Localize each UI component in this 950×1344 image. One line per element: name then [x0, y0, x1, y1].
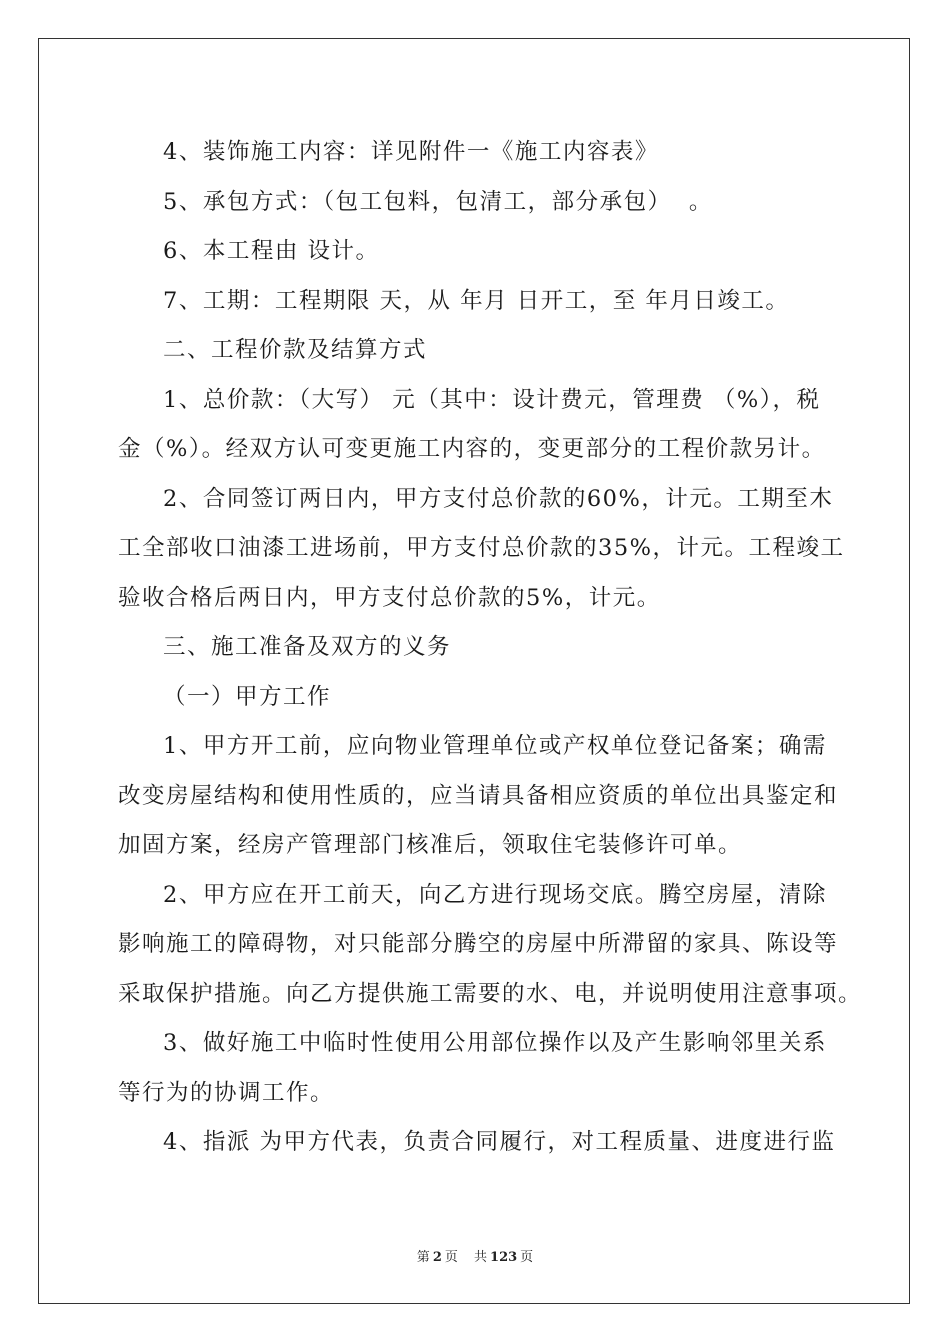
total-prefix: 共 [474, 1250, 488, 1265]
paragraph-line: 7、工期：工程期限 天，从 年月 日开工，至 年月日竣工。 [163, 287, 790, 314]
paragraph-line: 4、装饰施工内容：详见附件一《施工内容表》 [163, 139, 659, 165]
page-indicator [414, 1250, 461, 1265]
paragraph-line: 等行为的协调工作。 [118, 1079, 335, 1106]
paragraph-line: 加固方案，经房产管理部门核准后，领取住宅装修许可单。 [118, 832, 743, 858]
paragraph-line: 采取保护措施。向乙方提供施工需要的水、电，并说明使用注意事项。 [118, 980, 863, 1007]
section-heading: 二、工程价款及结算方式 [163, 337, 428, 363]
paragraph-line: 2、甲方应在开工前天，向乙方进行现场交底。腾空房屋，清除 [163, 881, 827, 908]
subsection-heading: （一）甲方工作 [163, 683, 332, 710]
paragraph-line: 5、承包方式：（包工包料，包清工，部分承包） 。 [163, 188, 713, 215]
paragraph-line: 改变房屋结构和使用性质的，应当请具备相应资质的单位出具鉴定和 [118, 782, 839, 809]
paragraph-line: 4、指派 为甲方代表，负责合同履行，对工程质量、进度进行监 [163, 1129, 836, 1155]
paragraph-line: 3、做好施工中临时性使用公用部位操作以及产生影响邻里关系 [163, 1030, 827, 1056]
paragraph-line: 影响施工的障碍物，对只能部分腾空的房屋中所滞留的家具、陈设等 [118, 931, 839, 957]
total-indicator [471, 1250, 536, 1265]
paragraph-line: 1、总价款：（大写） 元（其中：设计费元，管理费 （%），税 [163, 386, 821, 413]
paragraph-line: 1、甲方开工前，应向物业管理单位或产权单位登记备案；确需 [163, 733, 827, 759]
page-suffix: 页 [444, 1250, 458, 1265]
paragraph-line: 6、本工程由 设计。 [163, 238, 380, 264]
page-prefix: 第 [416, 1250, 430, 1265]
document-body [118, 128, 863, 1168]
paragraph-line: 验收合格后两日内，甲方支付总价款的5%，计元。 [118, 584, 661, 611]
paragraph-line: 2、合同签订两日内，甲方支付总价款的60%，计元。工期至木 [163, 485, 834, 512]
section-heading: 三、施工准备及双方的义务 [163, 634, 452, 660]
page-number: 2 [432, 1250, 442, 1265]
page-footer [0, 1246, 950, 1265]
total-pages: 123 [490, 1250, 518, 1265]
paragraph-line: 金（%）。经双方认可变更施工内容的，变更部分的工程价款另计。 [118, 436, 826, 462]
paragraph-line: 工全部收口油漆工进场前，甲方支付总价款的35%，计元。工程竣工 [118, 535, 845, 561]
total-suffix: 页 [520, 1250, 534, 1265]
